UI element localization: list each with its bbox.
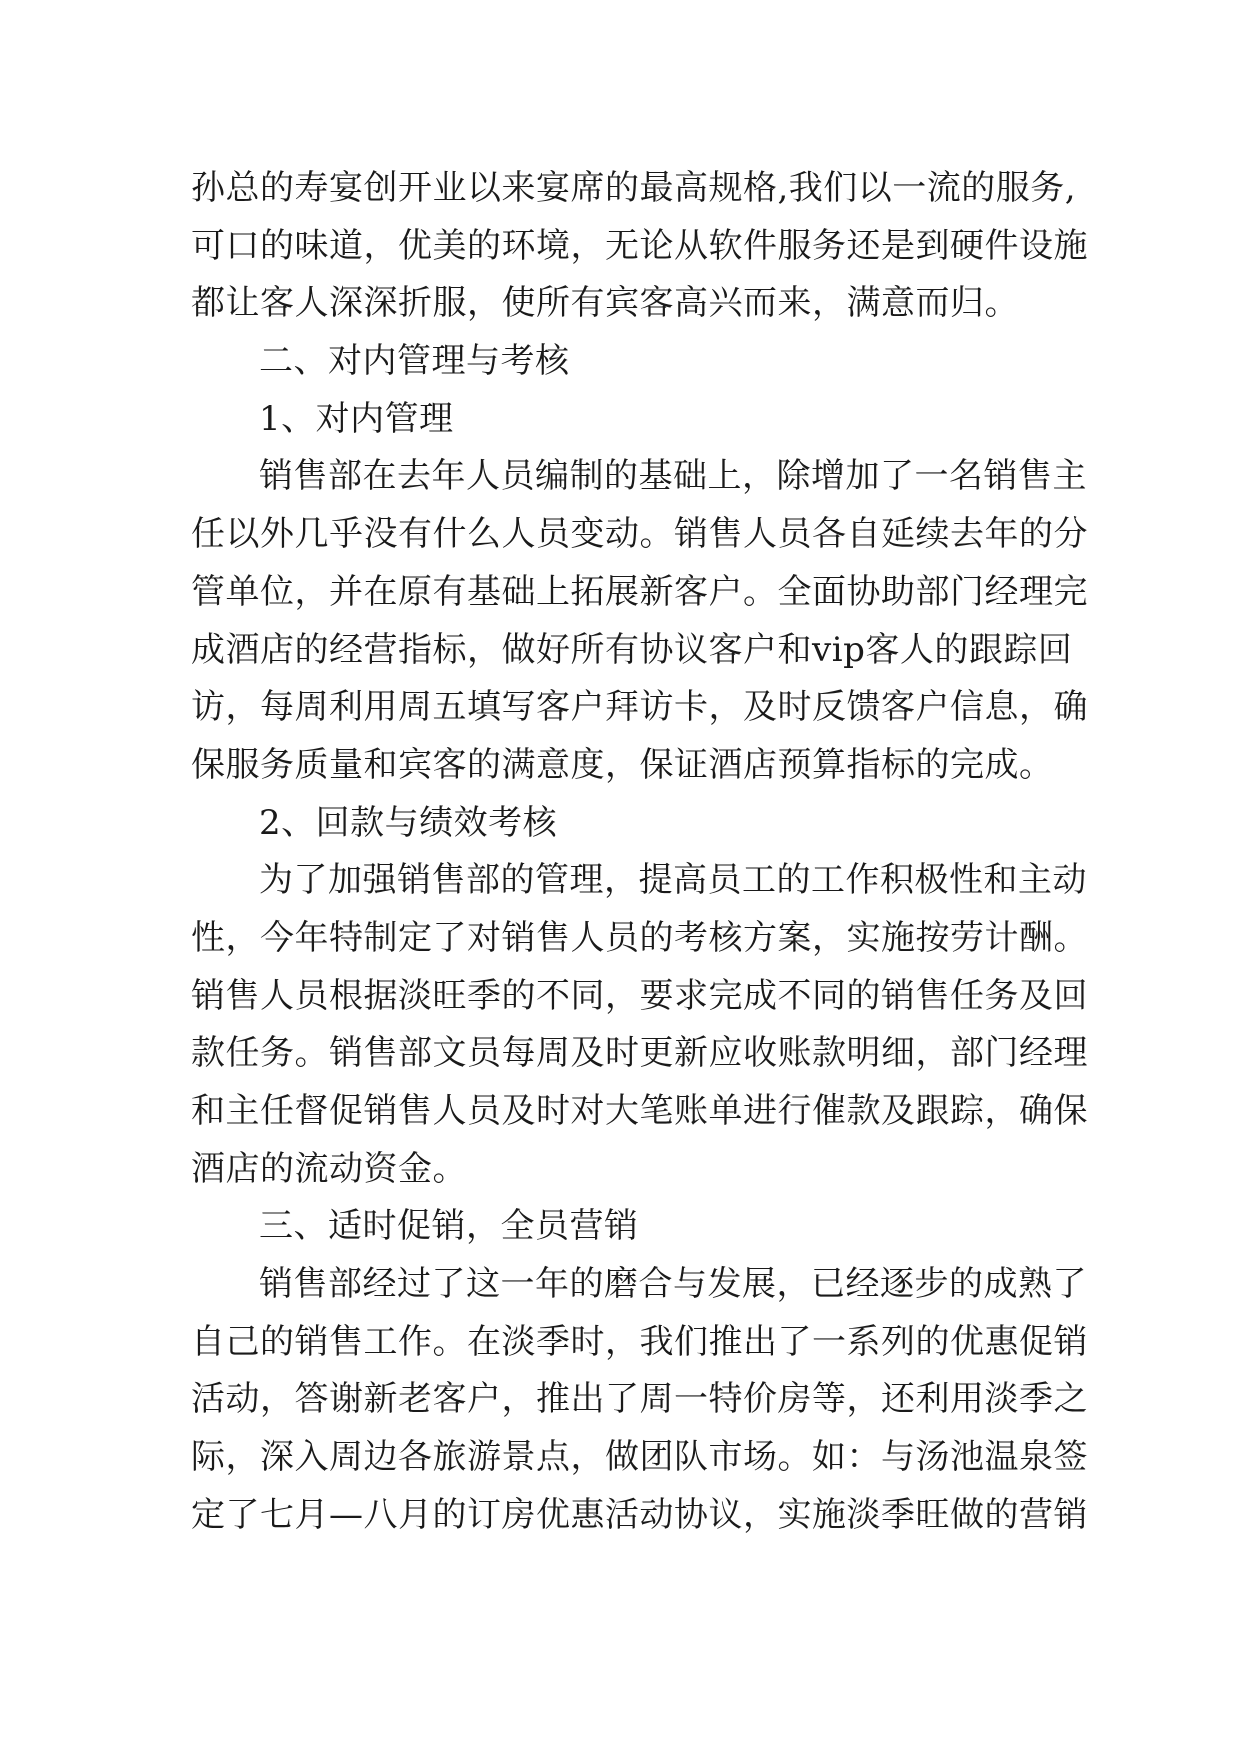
text-line: 活动，答谢新老客户，推出了周一特价房等，还利用淡季之 — [191, 1379, 1088, 1420]
text-line: 为了加强销售部的管理，提高员工的工作积极性和主动 — [259, 860, 1087, 901]
text-line: 销售人员根据淡旺季的不同，要求完成不同的销售任务及回 — [191, 975, 1088, 1016]
text-line: 定了七月—八月的订房优惠活动协议，实施淡季旺做的营销 — [191, 1494, 1088, 1535]
text-line: 二、对内管理与考核 — [259, 341, 570, 382]
text-line: 都让客人深深折服，使所有宾客高兴而来，满意而归。 — [191, 283, 1019, 324]
text-line: 和主任督促销售人员及时对大笔账单进行催款及跟踪，确保 — [191, 1091, 1088, 1131]
text-line: 可口的味道，优美的环境，无论从软件服务还是到硬件设施 — [191, 225, 1088, 266]
text-line: 访，每周利用周五填写客户拜访卡，及时反馈客户信息，确 — [191, 687, 1088, 728]
text-line: 任以外几乎没有什么人员变动。销售人员各自延续去年的分 — [191, 514, 1088, 555]
text-line: 孙总的寿宴创开业以来宴席的最高规格,我们以一流的服务, — [191, 168, 1077, 208]
text-line: 三、适时促销，全员营销 — [259, 1206, 639, 1247]
text-line: 酒店的流动资金。 — [191, 1148, 467, 1189]
text-line: 际，深入周边各旅游景点，做团队市场。如：与汤池温泉签 — [191, 1437, 1088, 1478]
text-line: 性，今年特制定了对销售人员的考核方案，实施按劳计酬。 — [191, 917, 1088, 958]
text-line: 销售部经过了这一年的磨合与发展，已经逐步的成熟了 — [259, 1264, 1087, 1305]
text-line: 管单位，并在原有基础上拓展新客户。全面协助部门经理完 — [191, 571, 1088, 612]
text-line: 1、对内管理 — [259, 398, 454, 439]
text-line: 款任务。销售部文员每周及时更新应收账款明细，部门经理 — [191, 1033, 1088, 1074]
text-line: 2、回款与绩效考核 — [259, 802, 558, 843]
text-line: 自己的销售工作。在淡季时，我们推出了一系列的优惠促销 — [191, 1321, 1088, 1362]
text-line: 销售部在去年人员编制的基础上，除增加了一名销售主 — [259, 456, 1087, 497]
text-line: 成酒店的经营指标，做好所有协议客户和vip客人的跟踪回 — [191, 629, 1073, 670]
text-line: 保服务质量和宾客的满意度，保证酒店预算指标的完成。 — [191, 744, 1054, 785]
body-text — [191, 160, 1088, 1545]
